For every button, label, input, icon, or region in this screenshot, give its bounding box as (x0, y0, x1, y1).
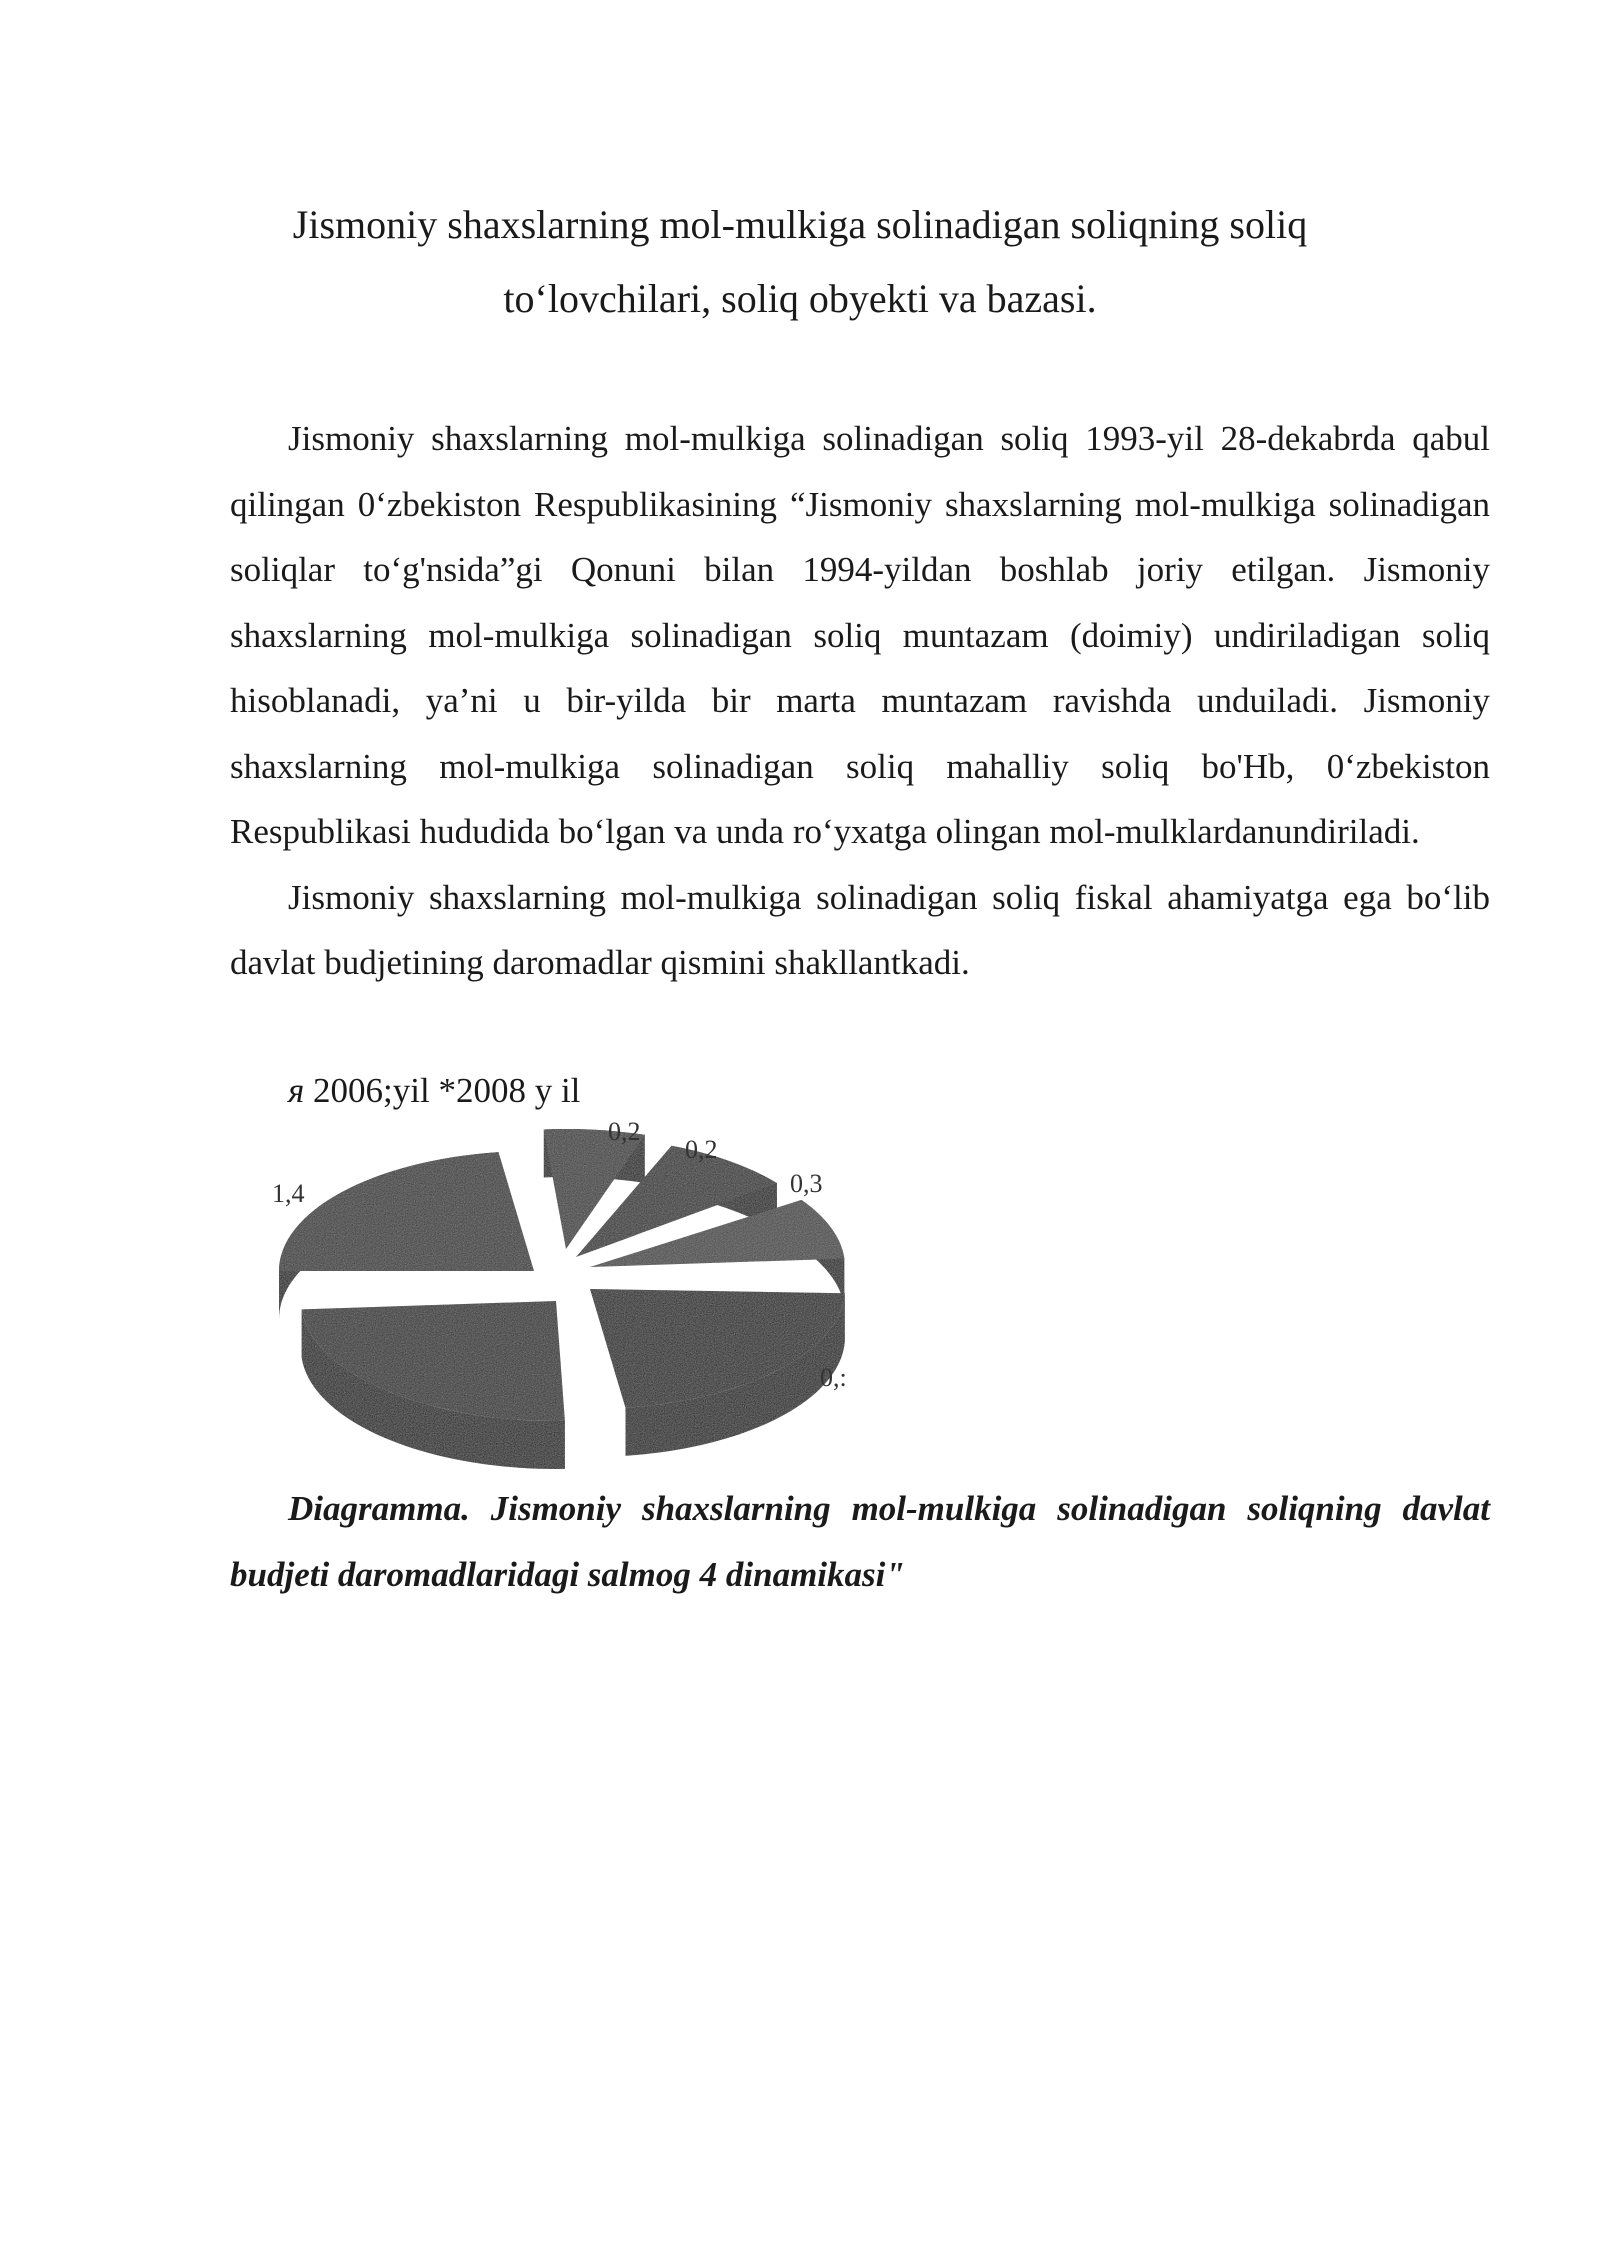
legend-text: 2006;yil *2008 y il (313, 1071, 581, 1110)
pie-slice-bottom (302, 1301, 565, 1469)
pie-label-4: 0,: (820, 1363, 847, 1392)
pie-label-5: 1,4 (272, 1179, 305, 1208)
paragraph-1: Jismoniy shaxslarning mol-mulkiga solinadigan soliq 1993-yil 28-dekabrda qabul qilingan 0‘zbekiston Respublikasining “Jismoniy shaxslarning mol-mulkiga solinadigan soliqlar to‘g'nsida”gi Qonuni bilan 1994-yildan boshlab joriy etilgan. Jismoniy shaxslarning mol-mulkiga solinadigan soliq muntazam (doimiy) undiriladigan soliq hisoblanadi, ya’ni u bir-yilda bir marta muntazam ravishda unduiladi. Jismoniy shaxslarning mol-mulkiga solinadigan soliq mahalliy soliq bo'Hb, 0‘zbekiston Respublikasi hududida bo‘lgan va unda ro‘yxatga olingan mol-mulklardanundiriladi. (230, 419, 1490, 851)
page-title (230, 188, 1370, 336)
pie-slice-4 (590, 1289, 845, 1456)
pie-slice-5 (279, 1152, 534, 1319)
title-line-1: Jismoniy shaxslarning mol-mulkiga solinadigan soliqning soliq (292, 202, 1308, 247)
pie-slices (279, 1129, 845, 1469)
body-text (230, 406, 1490, 996)
chart-legend-line (288, 1066, 580, 1116)
legend-marker: я (288, 1071, 305, 1110)
pie-label-1: 0,2 (608, 1117, 641, 1146)
title-line-2: to‘lovchilari, soliq obyekti va bazasi. (503, 276, 1097, 321)
paragraph-2: Jismoniy shaxslarning mol-mulkiga solinadigan soliq fiskal ahamiyatga ega bo‘lib davlat budjetining daromadlar qismini shakllantkadi. (230, 877, 1490, 982)
chart-caption: Diagramma. Jismoniy shaxslarning mol-mulkiga solinadigan soliqning davlat budjeti daromadlaridagi salmog 4 dinamikasi" (230, 1489, 1490, 1594)
pie-label-2: 0,2 (685, 1135, 718, 1164)
pie-chart (230, 1110, 870, 1480)
pie-label-3: 0,3 (790, 1169, 823, 1198)
